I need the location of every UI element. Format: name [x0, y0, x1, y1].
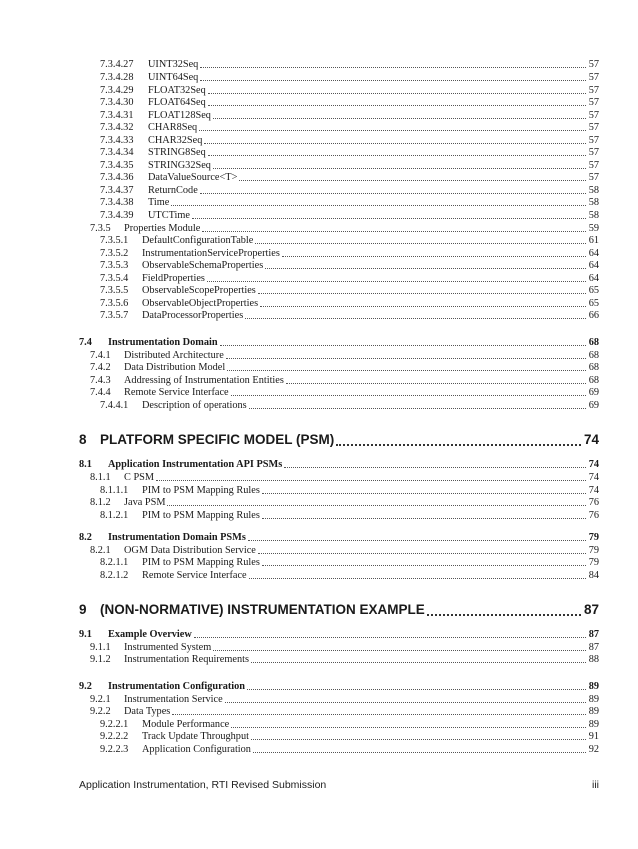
- toc-entry-number: 7.3.4.39: [100, 210, 134, 221]
- toc-entry-number: 8: [79, 432, 87, 447]
- toc-entry-title: ObservableObjectProperties: [142, 298, 259, 309]
- toc-entry-title: Remote Service Interface: [142, 570, 247, 581]
- toc-entry[interactable]: [0, 121, 638, 134]
- toc-entry-page: 66: [588, 310, 599, 321]
- toc-entry-page: 91: [588, 731, 599, 742]
- toc-entry-page: 89: [588, 706, 599, 717]
- toc-leader-dots: [262, 493, 586, 494]
- toc-entry-page: 57: [588, 160, 599, 171]
- toc-entry-page: 88: [588, 654, 599, 665]
- toc-entry-title: ObservableScopeProperties: [142, 285, 256, 296]
- toc-entry-title: UINT64Seq: [148, 72, 199, 83]
- toc-leader-dots: [258, 553, 586, 554]
- toc-entry[interactable]: [0, 601, 638, 619]
- toc-entry-number: 7.3.4.34: [100, 147, 134, 158]
- toc-entry-page: 68: [588, 362, 599, 373]
- toc-entry-number: 9.2.2.2: [100, 731, 129, 742]
- toc-entry-page: 79: [588, 545, 599, 556]
- toc-leader-dots: [202, 231, 586, 232]
- toc-entry-page: 64: [588, 273, 599, 284]
- toc-entry-title: Application Instrumentation API PSMs: [108, 459, 283, 470]
- toc-leader-dots: [200, 193, 586, 194]
- toc-entry-title: DataProcessorProperties: [142, 310, 244, 321]
- toc-entry-title: FieldProperties: [142, 273, 205, 284]
- toc-entry-page: 76: [588, 510, 599, 521]
- toc-entry-page: 61: [588, 235, 599, 246]
- toc-leader-dots: [204, 143, 586, 144]
- toc-leader-dots: [208, 105, 586, 106]
- toc-entry-number: 7.3.5.4: [100, 273, 129, 284]
- toc-leader-dots: [248, 540, 586, 541]
- toc-leader-dots: [231, 395, 586, 396]
- toc-entry-title: (NON-NORMATIVE) INSTRUMENTATION EXAMPLE: [100, 602, 425, 617]
- toc-entry[interactable]: [0, 259, 638, 272]
- toc-leader-dots: [245, 318, 586, 319]
- toc-entry-title: Instrumentation Service: [124, 694, 223, 705]
- toc-entry-number: 8.2.1.1: [100, 557, 129, 568]
- toc-entry-title: Instrumentation Domain PSMs: [108, 532, 246, 543]
- toc-entry-page: 89: [588, 694, 599, 705]
- toc-entry[interactable]: [0, 653, 638, 666]
- toc-entry-title: C PSM: [124, 472, 155, 483]
- toc-entry[interactable]: [0, 556, 638, 569]
- toc-entry-title: STRING8Seq: [148, 147, 206, 158]
- toc-entry-number: 7.3.4.28: [100, 72, 134, 83]
- toc-entry-title: FLOAT128Seq: [148, 110, 211, 121]
- toc-entry-title: Track Update Throughput: [142, 731, 249, 742]
- toc-entry-title: Properties Module: [124, 223, 201, 234]
- toc-leader-dots: [231, 727, 586, 728]
- toc-entry-title: DefaultConfigurationTable: [142, 235, 254, 246]
- toc-entry-page: 57: [588, 59, 599, 70]
- toc-entry-title: Module Performance: [142, 719, 230, 730]
- toc-entry-page: 65: [588, 298, 599, 309]
- toc-entry-page: 57: [588, 85, 599, 96]
- toc-entry-number: 9.2.2: [90, 706, 111, 717]
- toc-leader-dots: [253, 752, 586, 753]
- toc-entry[interactable]: [0, 284, 638, 297]
- toc-leader-dots: [208, 155, 586, 156]
- toc-entry-title: Instrumentation Requirements: [124, 654, 249, 665]
- toc-entry-page: 74: [588, 472, 599, 483]
- toc-entry-page: 87: [588, 642, 599, 653]
- toc-entry-number: 8.1: [79, 459, 92, 470]
- toc-entry-page: 68: [588, 337, 599, 348]
- toc-entry[interactable]: [0, 146, 638, 159]
- toc-entry[interactable]: [0, 209, 638, 222]
- toc-entry-number: 8.2.1.2: [100, 570, 129, 581]
- toc-entry-title: Time: [148, 197, 170, 208]
- toc-entry-page: 57: [588, 97, 599, 108]
- toc-leader-dots: [226, 358, 586, 359]
- toc-entry-title: InstrumentationServiceProperties: [142, 248, 280, 259]
- footer-document-title: Application Instrumentation, RTI Revised Submission: [79, 779, 327, 791]
- toc-entry-number: 7.3.5.1: [100, 235, 129, 246]
- toc-entry[interactable]: [0, 705, 638, 718]
- toc-leader-dots: [200, 67, 586, 68]
- toc-entry-number: 8.1.1: [90, 472, 111, 483]
- toc-entry-page: 79: [588, 532, 599, 543]
- toc-entry[interactable]: [0, 361, 638, 374]
- toc-entry-number: 7.4: [79, 337, 92, 348]
- toc-entry[interactable]: [0, 471, 638, 484]
- toc-entry[interactable]: [0, 58, 638, 71]
- toc-entry[interactable]: [0, 234, 638, 247]
- toc-entry-title: Instrumentation Domain: [108, 337, 218, 348]
- toc-entry-title: STRING32Seq: [148, 160, 211, 171]
- toc-entry-title: CHAR32Seq: [148, 135, 203, 146]
- toc-entry-number: 8.2: [79, 532, 92, 543]
- toc-leader-dots: [260, 306, 586, 307]
- toc-entry-title: Instrumented System: [124, 642, 212, 653]
- toc-entry-number: 7.4.3: [90, 375, 111, 386]
- toc-entry[interactable]: [0, 531, 638, 544]
- toc-entry-title: UINT32Seq: [148, 59, 199, 70]
- toc-entry-page: 74: [588, 459, 599, 470]
- toc-leader-dots: [258, 293, 586, 294]
- toc-entry-page: 57: [588, 147, 599, 158]
- toc-leader-dots: [192, 218, 586, 219]
- toc-entry-number: 7.4.4: [90, 387, 111, 398]
- toc-entry-number: 9.1.2: [90, 654, 111, 665]
- toc-entry-page: 64: [588, 260, 599, 271]
- toc-leader-dots: [199, 130, 586, 131]
- toc-entry-page: 69: [588, 387, 599, 398]
- toc-leader-dots: [227, 370, 586, 371]
- toc-entry-title: DataValueSource<T>: [148, 172, 238, 183]
- toc-entry-page: 64: [588, 248, 599, 259]
- toc-leader-dots: [286, 383, 586, 384]
- toc-entry-number: 9.1: [79, 629, 92, 640]
- toc-leader-dots: [194, 637, 586, 638]
- toc-entry-number: 8.2.1: [90, 545, 111, 556]
- toc-entry-page: 74: [583, 432, 599, 447]
- toc-leader-dots: [171, 205, 586, 206]
- toc-entry-page: 65: [588, 285, 599, 296]
- toc-entry-number: 7.3.4.37: [100, 185, 134, 196]
- toc-entry-page: 89: [588, 681, 599, 692]
- toc-entry[interactable]: [0, 680, 638, 693]
- toc-entry-number: 7.3.5: [90, 223, 111, 234]
- toc-entry[interactable]: [0, 196, 638, 209]
- toc-entry-page: 58: [588, 210, 599, 221]
- toc-entry-page: 58: [588, 185, 599, 196]
- toc-entry-number: 7.3.5.5: [100, 285, 129, 296]
- toc-entry-title: PLATFORM SPECIFIC MODEL (PSM): [100, 432, 335, 447]
- toc-leader-dots: [172, 714, 586, 715]
- toc-entry-page: 57: [588, 72, 599, 83]
- toc-entry-page: 58: [588, 197, 599, 208]
- toc-leader-dots: [251, 662, 586, 663]
- toc-entry-title: Remote Service Interface: [124, 387, 229, 398]
- toc-entry-page: 84: [588, 570, 599, 581]
- toc-entry[interactable]: [0, 386, 638, 399]
- toc-entry-title: FLOAT64Seq: [148, 97, 206, 108]
- toc-entry-number: 7.4.2: [90, 362, 111, 373]
- toc-leader-dots: [208, 93, 586, 94]
- toc-leader-dots: [213, 118, 586, 119]
- toc-entry-title: CHAR8Seq: [148, 122, 198, 133]
- toc-entry-number: 7.3.4.32: [100, 122, 134, 133]
- toc-entry-number: 7.3.4.33: [100, 135, 134, 146]
- toc-entry-number: 7.3.4.36: [100, 172, 134, 183]
- toc-entry[interactable]: [0, 171, 638, 184]
- toc-entry-page: 57: [588, 110, 599, 121]
- toc-entry-title: Application Configuration: [142, 744, 251, 755]
- toc-leader-dots: [255, 243, 586, 244]
- toc-leader-dots: [167, 505, 586, 506]
- toc-leader-dots: [247, 689, 586, 690]
- toc-entry[interactable]: [0, 509, 638, 522]
- toc-entry-page: 76: [588, 497, 599, 508]
- toc-entry-title: PIM to PSM Mapping Rules: [142, 510, 260, 521]
- toc-entry-number: 9.2.2.3: [100, 744, 129, 755]
- toc-entry-title: OGM Data Distribution Service: [124, 545, 256, 556]
- toc-entry[interactable]: [0, 399, 638, 412]
- toc-entry-page: 57: [588, 122, 599, 133]
- toc-entry-title: PIM to PSM Mapping Rules: [142, 485, 260, 496]
- toc-entry[interactable]: [0, 309, 638, 322]
- toc-leader-dots: [262, 565, 586, 566]
- toc-entry-number: 7.3.5.3: [100, 260, 129, 271]
- toc-leader-dots: [239, 180, 586, 181]
- toc-entry-title: UTCTime: [148, 210, 190, 221]
- toc-entry[interactable]: [0, 569, 638, 582]
- toc-entry[interactable]: [0, 730, 638, 743]
- toc-entry-title: Data Distribution Model: [124, 362, 226, 373]
- toc-entry-number: 7.4.1: [90, 350, 111, 361]
- toc-leader-dots: [225, 702, 586, 703]
- toc-entry-number: 7.3.5.6: [100, 298, 129, 309]
- toc-leader-dots: [284, 467, 586, 468]
- toc-entry-title: Distributed Architecture: [124, 350, 224, 361]
- toc-entry-title: Description of operations: [142, 400, 247, 411]
- toc-entry[interactable]: [0, 336, 638, 349]
- toc-leader-dots: [200, 80, 586, 81]
- toc-entry-number: 9: [79, 602, 87, 617]
- toc-entry[interactable]: [0, 743, 638, 756]
- toc-entry-number: 7.3.4.30: [100, 97, 134, 108]
- toc-entry-page: 59: [588, 223, 599, 234]
- toc-entry-page: 92: [588, 744, 599, 755]
- toc-leader-dots: [213, 168, 586, 169]
- toc-entry[interactable]: [0, 96, 638, 109]
- toc-entry-number: 7.4.4.1: [100, 400, 129, 411]
- toc-entry-number: 9.1.1: [90, 642, 111, 653]
- toc-entry-number: 7.3.4.38: [100, 197, 134, 208]
- toc-entry-number: 9.2: [79, 681, 92, 692]
- toc-leader-dots: [156, 480, 586, 481]
- toc-entry-page: 68: [588, 350, 599, 361]
- toc-entry-page: 79: [588, 557, 599, 568]
- toc-leader-dots: [427, 614, 581, 616]
- toc-entry-page: 57: [588, 172, 599, 183]
- toc-leader-dots: [336, 444, 581, 446]
- toc-entry-number: 9.2.2.1: [100, 719, 129, 730]
- toc-leader-dots: [213, 650, 586, 651]
- toc-entry-number: 8.1.2: [90, 497, 111, 508]
- toc-entry-title: Data Types: [124, 706, 171, 717]
- toc-entry-page: 69: [588, 400, 599, 411]
- toc-entry-number: 7.3.5.2: [100, 248, 129, 259]
- footer-page-number: iii: [592, 779, 599, 791]
- toc-leader-dots: [282, 256, 586, 257]
- toc-entry-page: 87: [588, 629, 599, 640]
- toc-entry-title: Example Overview: [108, 629, 192, 640]
- toc-entry-title: PIM to PSM Mapping Rules: [142, 557, 260, 568]
- toc-entry-number: 7.3.4.27: [100, 59, 134, 70]
- toc-leader-dots: [262, 518, 586, 519]
- toc-entry-number: 7.3.5.7: [100, 310, 129, 321]
- toc-leader-dots: [220, 345, 586, 346]
- toc-entry-number: 7.3.4.29: [100, 85, 134, 96]
- toc-entry-title: Java PSM: [124, 497, 166, 508]
- toc-entry-page: 74: [588, 485, 599, 496]
- toc-leader-dots: [265, 268, 586, 269]
- toc-entry[interactable]: [0, 628, 638, 641]
- toc-entry-page: 68: [588, 375, 599, 386]
- toc-entry-number: 9.2.1: [90, 694, 111, 705]
- toc-entry[interactable]: [0, 431, 638, 449]
- toc-entry[interactable]: [0, 458, 638, 471]
- toc-leader-dots: [249, 578, 586, 579]
- toc-entry-number: 8.1.1.1: [100, 485, 129, 496]
- toc-entry-page: 57: [588, 135, 599, 146]
- toc-entry-title: ObservableSchemaProperties: [142, 260, 264, 271]
- toc-entry-page: 89: [588, 719, 599, 730]
- toc-entry[interactable]: [0, 496, 638, 509]
- page-footer: [79, 779, 599, 793]
- toc-entry-number: 7.3.4.35: [100, 160, 134, 171]
- toc-leader-dots: [251, 739, 586, 740]
- toc-entry-page: 87: [583, 602, 599, 617]
- toc-leader-dots: [207, 281, 586, 282]
- toc-leader-dots: [249, 408, 586, 409]
- toc-entry-number: 8.1.2.1: [100, 510, 129, 521]
- toc-entry-title: Instrumentation Configuration: [108, 681, 246, 692]
- toc-entry-title: Addressing of Instrumentation Entities: [124, 375, 284, 386]
- toc-entry-title: ReturnCode: [148, 185, 198, 196]
- toc-entry[interactable]: [0, 71, 638, 84]
- toc-entry-title: FLOAT32Seq: [148, 85, 206, 96]
- toc-entry-number: 7.3.4.31: [100, 110, 134, 121]
